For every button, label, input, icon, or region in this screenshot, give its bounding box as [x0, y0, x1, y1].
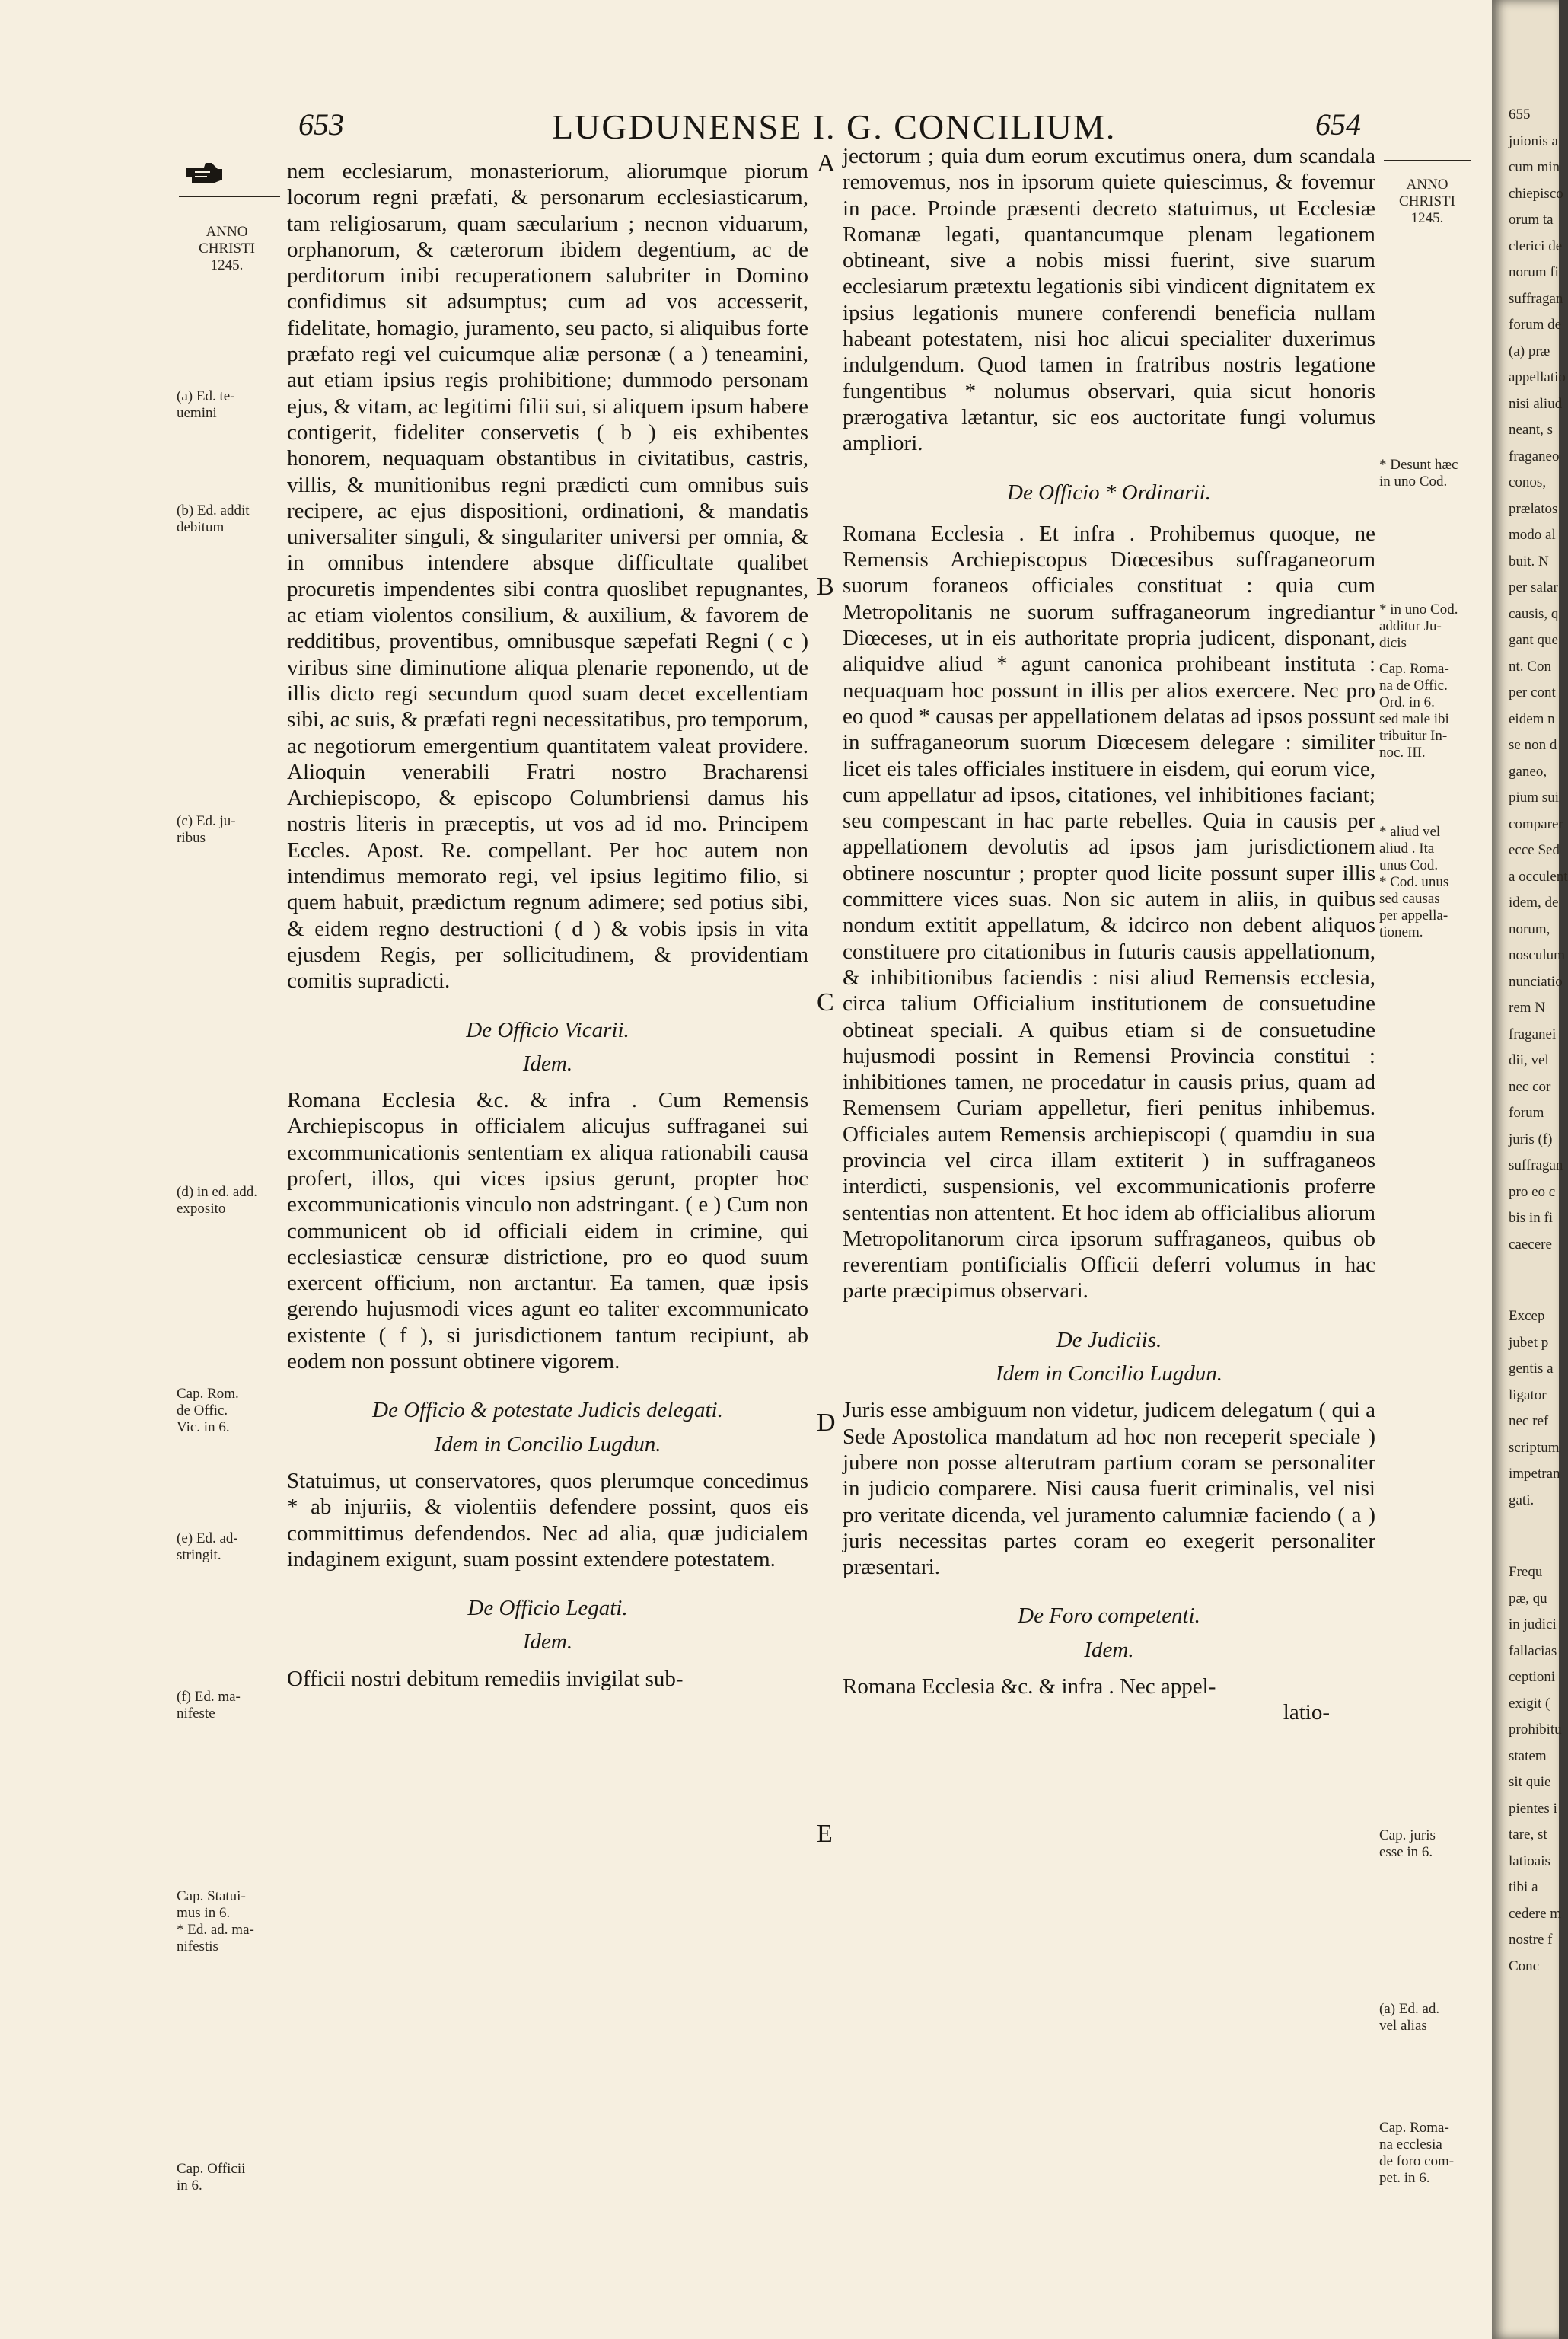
next-page-fragment: conos,	[1509, 474, 1547, 490]
section-subheading: Idem.	[522, 1629, 573, 1655]
next-page-fragment: comparer	[1509, 815, 1563, 832]
next-page-fragment: latioais	[1509, 1852, 1550, 1869]
next-page-fragment: pæ, qu	[1509, 1590, 1547, 1607]
next-page-fragment: a occulent	[1509, 868, 1568, 885]
section-letter-c: C	[817, 988, 834, 1016]
section-letter-a: A	[817, 149, 836, 177]
next-page-fragment: clerici de	[1509, 238, 1563, 254]
next-page-fragment: prohibitu	[1509, 1722, 1562, 1737]
next-page-fragment: ganeo,	[1509, 763, 1547, 780]
next-page-fragment: scriptum	[1509, 1439, 1560, 1456]
page-number-right: 654	[1315, 107, 1361, 142]
next-page-fragment: fraganeo	[1509, 448, 1560, 464]
margin-note: (a) Ed. te- uemini	[177, 388, 235, 421]
next-page-fragment: tare, st	[1509, 1827, 1547, 1843]
paragraph: Romana Ecclesia &c. & infra . Cum Remensis Archiepiscopus in officialem alicujus suffraganei sui excommunicationis sententiam ex aliqua rationabili causa profert, illos, qui vices ipsius gerunt, propter hoc excommunicationis vinculo non adstringant. ( e ) Cum non communicent ob id officiali eidem in crimine, qui ecclesiasticæ censuræ districtione, pro eo quod suum exercent officium, non arctantur. Ea tamen, quæ ipsis gerendo hujusmodi vices agunt eo taliter excommunicato existente ( f ), si jurisdictionem tantum recipiunt, ab eodem non possunt obtinere vigorem.	[287, 1088, 808, 1374]
next-page-fragment: nec ref	[1509, 1413, 1549, 1429]
margin-note: Cap. Roma- na ecclesia de foro com- pet. in 6.	[1379, 2120, 1455, 2186]
next-page-fragment: ecce Sed	[1509, 842, 1560, 858]
next-page-fragment: juionis a	[1509, 132, 1558, 149]
page-number-left: 653	[298, 107, 344, 142]
next-page-fragment: ligator	[1509, 1386, 1547, 1403]
section-letter-d: D	[817, 1409, 836, 1437]
next-page-fragment: nosculum	[1509, 947, 1565, 963]
next-page-fragment: per cont	[1509, 684, 1556, 700]
section-subheading: Idem.	[1084, 1637, 1134, 1662]
next-page-fragment: idem, de	[1509, 895, 1559, 911]
margin-note: Cap. Officii in 6.	[177, 2161, 246, 2194]
right-column	[843, 143, 1375, 1726]
next-page-fragment: Excep	[1509, 1308, 1545, 1324]
section-subheading: Idem.	[522, 1051, 573, 1076]
paragraph: Officii nostri debitum remediis invigilat sub-	[287, 1666, 684, 1691]
next-page-fragment: gant que	[1509, 632, 1558, 648]
section-heading: De Officio Vicarii.	[466, 1017, 629, 1042]
section-letter-b: B	[817, 573, 834, 601]
next-page-fragment: jubet p	[1509, 1334, 1549, 1351]
next-page-fragment: impetran	[1509, 1466, 1560, 1482]
margin-note: (b) Ed. addit debitum	[177, 503, 250, 535]
next-page-fragment: sit quie	[1509, 1774, 1551, 1790]
margin-note: (a) Ed. ad. vel alias	[1379, 2001, 1440, 2034]
next-page-fragment: cum min	[1509, 159, 1560, 175]
next-page-fragment: nostre f	[1509, 1932, 1553, 1948]
next-page-fragment: per salar	[1509, 579, 1558, 595]
pointing-hand-icon	[184, 160, 224, 186]
section-heading: De Foro competenti.	[1018, 1603, 1200, 1629]
next-page-fragment: chiepisco	[1509, 185, 1563, 202]
next-page-fragment: juris (f)	[1509, 1131, 1553, 1147]
page-title: LUGDUNENSE I. G. CONCILIUM.	[552, 107, 1117, 146]
next-page-fragment: nisi aliud	[1509, 395, 1563, 412]
next-page-fragment: buit. N	[1509, 553, 1549, 570]
margin-note: (d) in ed. add. exposito	[177, 1184, 258, 1217]
next-page-fragment: norum,	[1509, 921, 1550, 937]
next-page-fragment: in judici	[1509, 1616, 1557, 1632]
next-page-fragment: pium sui	[1509, 790, 1559, 806]
next-page-fragment: neant, s	[1509, 422, 1554, 438]
next-page-fragment: suffragan	[1509, 1157, 1563, 1173]
section-heading: De Officio & potestate Judicis delegati.	[372, 1398, 723, 1423]
anno-christi-left: ANNO CHRISTI 1245.	[199, 224, 255, 273]
margin-note: (c) Ed. ju- ribus	[177, 813, 236, 846]
left-column	[287, 158, 808, 1692]
paragraph: Romana Ecclesia . Et infra . Prohibemus quoque, ne Remensis Archiepiscopus Diœcesibus suffraganeorum suorum foraneos officiales constituat : quia cum Metropolitanis ne suorum suffraganeorum ingrediantur Diœceses, ut in eis authoritate propria judicent, disponant, aliquidve aliud * agunt canonica prohibeant instituta : nequaquam hoc possunt in illis per alios exercere. Nec pro eo quod * causas per appellationem delatas ad ipsos possunt in suffraganeorum suorum Diœcesem delegare : similiter licet eis tales officiales instituere in eisdem, qui eorum vice, cum appellatur ad ipsos, citationes, vel inhibitiones faciant; seu compescant in hac parte rebelles. Quia in causis per appellationem devolutis ad ipsos jam jurisdictionem obtinere noscuntur ; propter quod licite possunt super illis committere vices suas. Non sic autem in aliis, in quibus nondum extitit appellatum, & idcirco non debent aliquos constituere pro citationibus in futuris causis appellationum, & inhibitionibus faciendis : nisi aliud Remensis ecclesia, circa talium Officialium institutionem de consuetudine obtineat speciali. A quibus etiam si de consuetudine hujusmodi possint in Remensi Provincia constitui : inhibitiones tamen, ne procedatur in causis prius, quam ad Remensem Curiam appelletur, fieri penitus inhibemus. Officiales autem Remensis archiepiscopi ( quamdiu in sua provincia vel circa illam extiterit ) in suffraganeos interdicti, suspensionis, vel excommunicationis proferre sententias non attentent. Et hoc idem ab officialibus aliorum Metropolitanorum circa ipsorum suffraganeos, quibus ob reverentiam pontificialis Officii deferri volumus in hac parte præcipimus observari.	[843, 521, 1375, 1304]
next-page-fragment: orum ta	[1509, 212, 1554, 228]
next-page-fragment: bis in fi	[1509, 1210, 1554, 1226]
margin-note: * in uno Cod. additur Ju- dicis	[1379, 602, 1458, 651]
next-page-fragment: fraganei	[1509, 1026, 1557, 1042]
section-subheading: Idem in Concilio Lugdun.	[434, 1431, 661, 1457]
section-letter-e: E	[817, 1820, 833, 1848]
margin-rule-right	[1384, 160, 1471, 161]
margin-rule-left	[179, 196, 280, 197]
next-page-fragment: suffragan	[1509, 290, 1563, 307]
section-heading: De Judiciis.	[1056, 1327, 1162, 1352]
next-page-fragment: tibi a	[1509, 1879, 1538, 1895]
next-page-fragment: modo al	[1509, 527, 1556, 543]
next-page-fragment: prælatos	[1509, 500, 1558, 517]
margin-note: * aliud vel aliud . Ita unus Cod. * Cod. unus sed causas per appella- tionem.	[1379, 824, 1449, 940]
next-page-fragment: pientes i	[1509, 1800, 1557, 1817]
next-page-fragment: (a) præ	[1509, 343, 1550, 359]
next-page-fragment: dii, vel	[1509, 1052, 1549, 1068]
next-page-fragment: rem N	[1509, 1000, 1546, 1016]
next-page-fragment: Conc	[1509, 1958, 1540, 1974]
next-page-fragment: fallacias	[1509, 1642, 1557, 1659]
anno-christi-right: ANNO CHRISTI 1245.	[1399, 177, 1455, 226]
next-page-fragment: appellatio	[1509, 369, 1566, 385]
catchword: latio-	[1283, 1700, 1330, 1725]
next-page-fragment: forum de	[1509, 317, 1562, 333]
margin-note: Cap. Statui- mus in 6. * Ed. ad. ma- nifestis	[177, 1888, 254, 1954]
section-heading: De Officio Legati.	[467, 1596, 628, 1621]
next-page-fragment: cedere m	[1509, 1905, 1562, 1922]
next-page-fragment: 655	[1509, 107, 1531, 123]
paragraph: jectorum ; quia dum eorum excutimus onera, dum scandala removemus, nos in ipsorum quiete quiescimus, & fovemur in pace. Proinde præsenti decreto statuimus, ut Ecclesiæ Romanæ legati, quantancumque plenam legationem obtineant, sive a nobis missi fuerint, sive suarum ecclesiarum prætextu legationis sibi vindicent dignitatem ex ipsius legationis munere conferendi beneficia nullam habeant potestatem, nisi hoc alicui specialiter duxerimus indulgendum. Quod tamen in fratribus nostris legatione fungentibus * nolumus observari, quia sicut honoris prærogativa lætantur, sic eos auctoritate fungi volumus ampliori.	[843, 144, 1375, 456]
next-page-fragment: gentis a	[1509, 1361, 1554, 1377]
next-page-fragment: norum fi	[1509, 264, 1559, 280]
next-page-fragment: eidem n	[1509, 710, 1555, 727]
next-page-fragment: Frequ	[1509, 1564, 1543, 1580]
next-page-fragment: caecere	[1509, 1236, 1552, 1252]
margin-note: Cap. Rom. de Offic. Vic. in 6.	[177, 1386, 239, 1435]
paragraph: Juris esse ambiguum non videtur, judicem delegatum ( qui a Sede Apostolica mandatum ad hoc non receperit speciale ) jubere non posse alterutram partium coram se personaliter in judicio comparere. Nisi causa fuerit criminalis, vel nisi pro veritate dicenda, vel juramento calumniæ faciendo ( a ) juris necessitas partes coram eo exegerit personaliter præsentari.	[843, 1398, 1375, 1580]
margin-note: (f) Ed. ma- nifeste	[177, 1689, 241, 1722]
next-page-fragment: se non d	[1509, 737, 1557, 753]
next-page-fragment: nec cor	[1509, 1078, 1551, 1095]
next-page-fragment: statem	[1509, 1747, 1547, 1764]
margin-note: Cap. juris esse in 6.	[1379, 1827, 1436, 1860]
next-page-fragment: nunciatio	[1509, 973, 1563, 990]
next-page-edge	[1492, 0, 1568, 2339]
next-page-fragment: pro eo c	[1509, 1183, 1556, 1200]
paragraph: Statuimus, ut conservatores, quos plerumque concedimus * ab injuriis, & violentiis defendere possint, quos eis committimus defendendos. Nec ad alia, quæ judicialem indaginem exigunt, suam possint extendere potestatem.	[287, 1468, 808, 1572]
next-page-fragment: nt. Con	[1509, 658, 1551, 675]
next-page-fragment: causis, q	[1509, 605, 1559, 622]
paragraph: Romana Ecclesia &c. & infra . Nec appel-	[843, 1674, 1216, 1699]
margin-note: (e) Ed. ad- stringit.	[177, 1530, 238, 1563]
paragraph: nem ecclesiarum, monasteriorum, aliorumque piorum locorum regni præfati, & personarum ecclesiasticarum, tam religiosarum, quam sæcularium ; necnon viduarum, orphanorum, & cæterorum ibidem degentium, ac de perditorum inibi recuperationem salubriter in Domino confidimus sit adsumptus; cum ad vos accesserit, fidelitate, homagio, juramento, seu pacto, si aliquibus forte præfato regi vel cuicumque aliæ personæ ( a ) teneamini, aut etiam ipsius regis prohibitione; dummodo personam ejus, & vitam, ac legitimi filii sui, si aliquem ipsum habere contigerit, fideliter conservetis ( b ) eis exhibentes honorem, nequaquam obstantibus in civitatibus, castris, villis, & munitionibus regni prædicti cum omnibus suis recipere, ac ejus dispositioni, ordinationi, & mandatis universaliter singuli, & singulariter universi per omnia, & in omnibus intendere absque difficultate qualibet procuretis impendentes sibi contra quoslibet repugnantes, ac etiam violentos consilium, & auxilium, & favorem de redditibus, proventibus, omnibusque sæpefati Regni ( c ) viribus sine diminutione aliqua plenarie reponendo, ut de illis dicto regi secundum quod suam decet excellentiam sibi, ac suis, & præfati regni necessitatibus, pro temporum, ac negotiorum emergentium quantitatem valeat providere. Alioquin venerabili Fratri nostro Bracharensi Archiepiscopo, & episcopo Columbriensi damus his nostris literis in præceptis, ut vos ad id mo. Principem Eccles. Apost. Re. compellant. Per hoc autem non intendimus memorato regi, vel ipsius legitimo filio, si quem habuit, prædictum regnum adimere; sed potius sibi, & eidem regno destructioni ( d ) & vobis ipsis in vita ejusdem Regis, per sollicitudinem, & providentiam comitis supradicti.	[287, 159, 808, 994]
section-subheading: Idem in Concilio Lugdun.	[995, 1361, 1223, 1386]
section-heading: De Officio * Ordinarii.	[1007, 480, 1211, 505]
margin-note: * Desunt hæc in uno Cod.	[1379, 457, 1458, 490]
next-page-fragment: gati.	[1509, 1492, 1535, 1508]
next-page-fragment: exigit (	[1509, 1695, 1550, 1712]
next-page-fragment: forum	[1509, 1105, 1544, 1121]
margin-note: Cap. Roma- na de Offic. Ord. in 6. sed male ibi tribuitur In- noc. III.	[1379, 661, 1449, 761]
next-page-fragment: ceptioni	[1509, 1669, 1556, 1685]
